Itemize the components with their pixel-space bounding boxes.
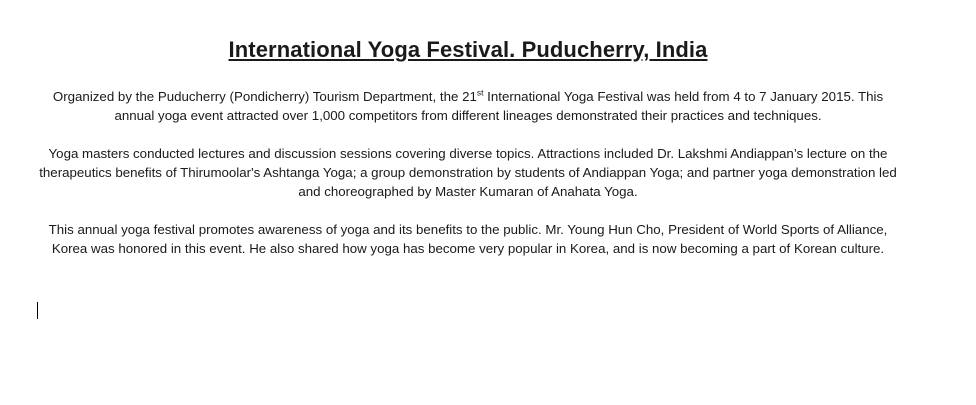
paragraph-awareness: This annual yoga festival promotes awareness of yoga and its benefits to the public. Mr. Young Hun Cho, President of World Sports of Alliance, Korea was honored in this event. He also shared how yoga has become very popular in Korea, and is now becoming a part of Korean culture. <box>48 222 888 256</box>
paragraph-festival-intro <box>38 87 898 125</box>
text-cursor[interactable] <box>37 302 38 319</box>
paragraph-yoga-masters: Yoga masters conducted lectures and discussion sessions covering diverse topics. Attractions included Dr. Lakshmi Andiappan’s lecture on the therapeutics benefits of Thirumoolar's Ashtanga Yoga; a group demonstration by students of Andiappan Yoga; and partner yoga demonstration led and choreographed by Master Kumaran of Anahata Yoga. <box>39 146 897 199</box>
paragraph-text: International Yoga Festival was held from 4 to 7 January 2015. This annual yoga event attracted over 1,000 competitors from different lineages demonstrated their practices and techniques. <box>114 89 884 123</box>
document-title: International Yoga Festival. Puducherry, India <box>228 37 708 62</box>
ordinal-suffix: st <box>476 87 484 98</box>
document-body[interactable] <box>38 34 898 258</box>
paragraph-text: Organized by the Puducherry (Pondicherry) Tourism Department, the 21 <box>52 89 477 104</box>
